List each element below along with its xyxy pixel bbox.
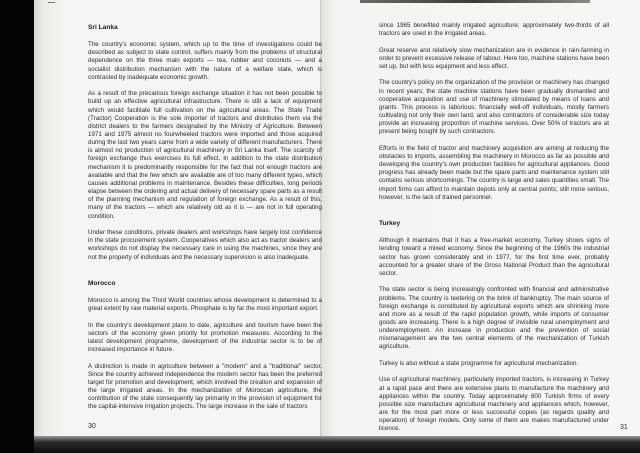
paragraph: Under these conditions, private dealers and workshops have largely lost confidence in the state procurement system. Cooperatives which also act as tractor dealers and workshops do not display the necessary care in using the machines, since they are not the property of individuals and the necessary supervision is also inadequate. [88,229,322,261]
paragraph: Although it maintains that it has a free-market economy, Turkey shows signs of tending toward a mixed economy. Since the beginning of the 1960s the industrial sector has grown considerably and in 1977, for the first time ever, probably accounted for a greater share of the Gross National Product than the agricultural sector. [379,237,609,277]
page-number-left: 30 [88,423,96,430]
paragraph: As a result of the precarious foreign exchange situation it has not been possible to build up an effective agricultural infrastructure. There is still a lack of equipment which would facilitate full cultivation on the agricultural areas. The State Trade (Tractor) Cooperation is the sole importer of tractors and distributes them via the district dealers to the farmers designated by the Ministry of Agriculture. Between 1971 and 1975 almost no fourwheeled tractors were imported and those acquired during the last two years came from a wide variety of different manufacturers. There is almost no production of agricultural machinery in Sri Lanka itself. The scarcity of foreign exchange thus exercises its full effect. In addition to the state distribution mechanism it is predominantly responsible for the fact that not enough tractors are available and that the few which are available are of too many different types, which causes additional problems in maintenance. Besides these difficulties, long periods elapse between the ordering and actual delivery of necessary spare parts as a result of the planning mechanism and regulation of foreign exchange. As a result of this, many of the tractors — which are relatively old as it is — are not in full operating condition. [88,90,322,220]
paragraph: The state sector is being increasingly confronted with financial and administrative problems. The country is teetering on the brink of bankruptcy. The main source of foreign exchange is constituted by agricultural exports which are shrinking more and more as a result of the rapid population growth, while imports of consumer goods are increasing. There is a high degree of invisible rural unemployment and underemployment. An increase in production and the prevention of social mismanagement are the two central elements of the mechanization of Turkish agriculture. [379,286,609,351]
paragraph: In the country's development plans to date, agriculture and tourism have been the sectors of the economy given priority for promotion measures. According to the latest development programme, development of the industrial sector is to be of increased importance in future. [88,321,322,354]
section-heading-turkey: Turkey [379,220,401,228]
section-heading-morocco: Morocco [88,279,116,287]
paragraph: The country's economic system, which up to the time of investigations could be described as subject to state control, suffers mainly from the problems of structural dependence on the three main exports — tea, rubber and coconuts — and a socialist distribution mechanism with the nature of a welfare state, which is contrasted by inadequate economic growth. [88,41,322,81]
scan-background-edge [0,0,34,453]
page-number-right: 31 [620,424,628,431]
page-top-edge [360,0,590,3]
paragraph: Use of agricultural machinery, particularly imported tractors, is increasing in Turkey at a rapid pace and there are extensive plans to manufacture the machinery and appliances within the country. Today approximately 600 Turkish firms of every possible size manufacture agricultural machinery and appliances which, however, are for the most part more or less successful copies (as regards quality and operation) of foreign models. Only some of them are makes manufactured under licence. [379,376,609,433]
scan-mark [48,2,55,3]
left-page-text [88,24,322,420]
paragraph: Great reserve and relatively slow mechanization are in evidence in rain-farming in order to prevent excessive release of labour. Here too, machine stations have been set up, but with less equipment and less effect. [379,46,609,70]
paragraph: Morocco is among the Third World countries whose development is determined to a great extent by raw material exports. Phosphate is by far the most important export. [88,297,322,313]
paragraph: The country's policy on the organization of the provision or machinery has changed in recent years; the state machine stations have been gradually dismantled and cooperative acquisition and use of machinery stimulated by means of loans and grants. This process is laborious; financially well-off individuals, mostly farmers cultivating not only their own land, and also contractors of considerable size today provide an increasing proportion of machine services. Over 50% of tractors are at present being bought by such contractors. [379,79,609,136]
paragraph: since 1965 benefited mainly irrigated agriculture; approximately two-thirds of all tractors are used in the irrigated areas. [379,22,609,38]
right-page-text [379,22,609,442]
paragraph: Turkey is also without a state programme for agricultural mechanization. [379,359,579,367]
section-heading-sri-lanka: Sri Lanka [88,24,118,31]
paragraph: A distinction is made in agriculture between a "modern" and a "traditional" sector. Since the country achieved independence the modern sector has been the preferred target for promotion and development, which involved the creation and expansion of the large irrigated areas. In the mechanization of Moroccan agriculture, the contribution of the state consequently lay primarily in the provision of equipment for the capital-intensive irrigation projects. The large increase in the sale of tractors [88,362,322,411]
paragraph: Efforts in the field of tractor and machinery acquisition are aiming at reducing the obstacles to imports, assembling the machinery in Morocco as far as possible and developing the country's own production facilities for agricultural appliances. Good progress has already been made but the spare parts and maintenance system still contains serious shortcomings. The country is large and sales quantities small. The import firms can afford to maintain depots only at central points; still more serious, however, is the lack of trained personnel. [379,144,609,201]
